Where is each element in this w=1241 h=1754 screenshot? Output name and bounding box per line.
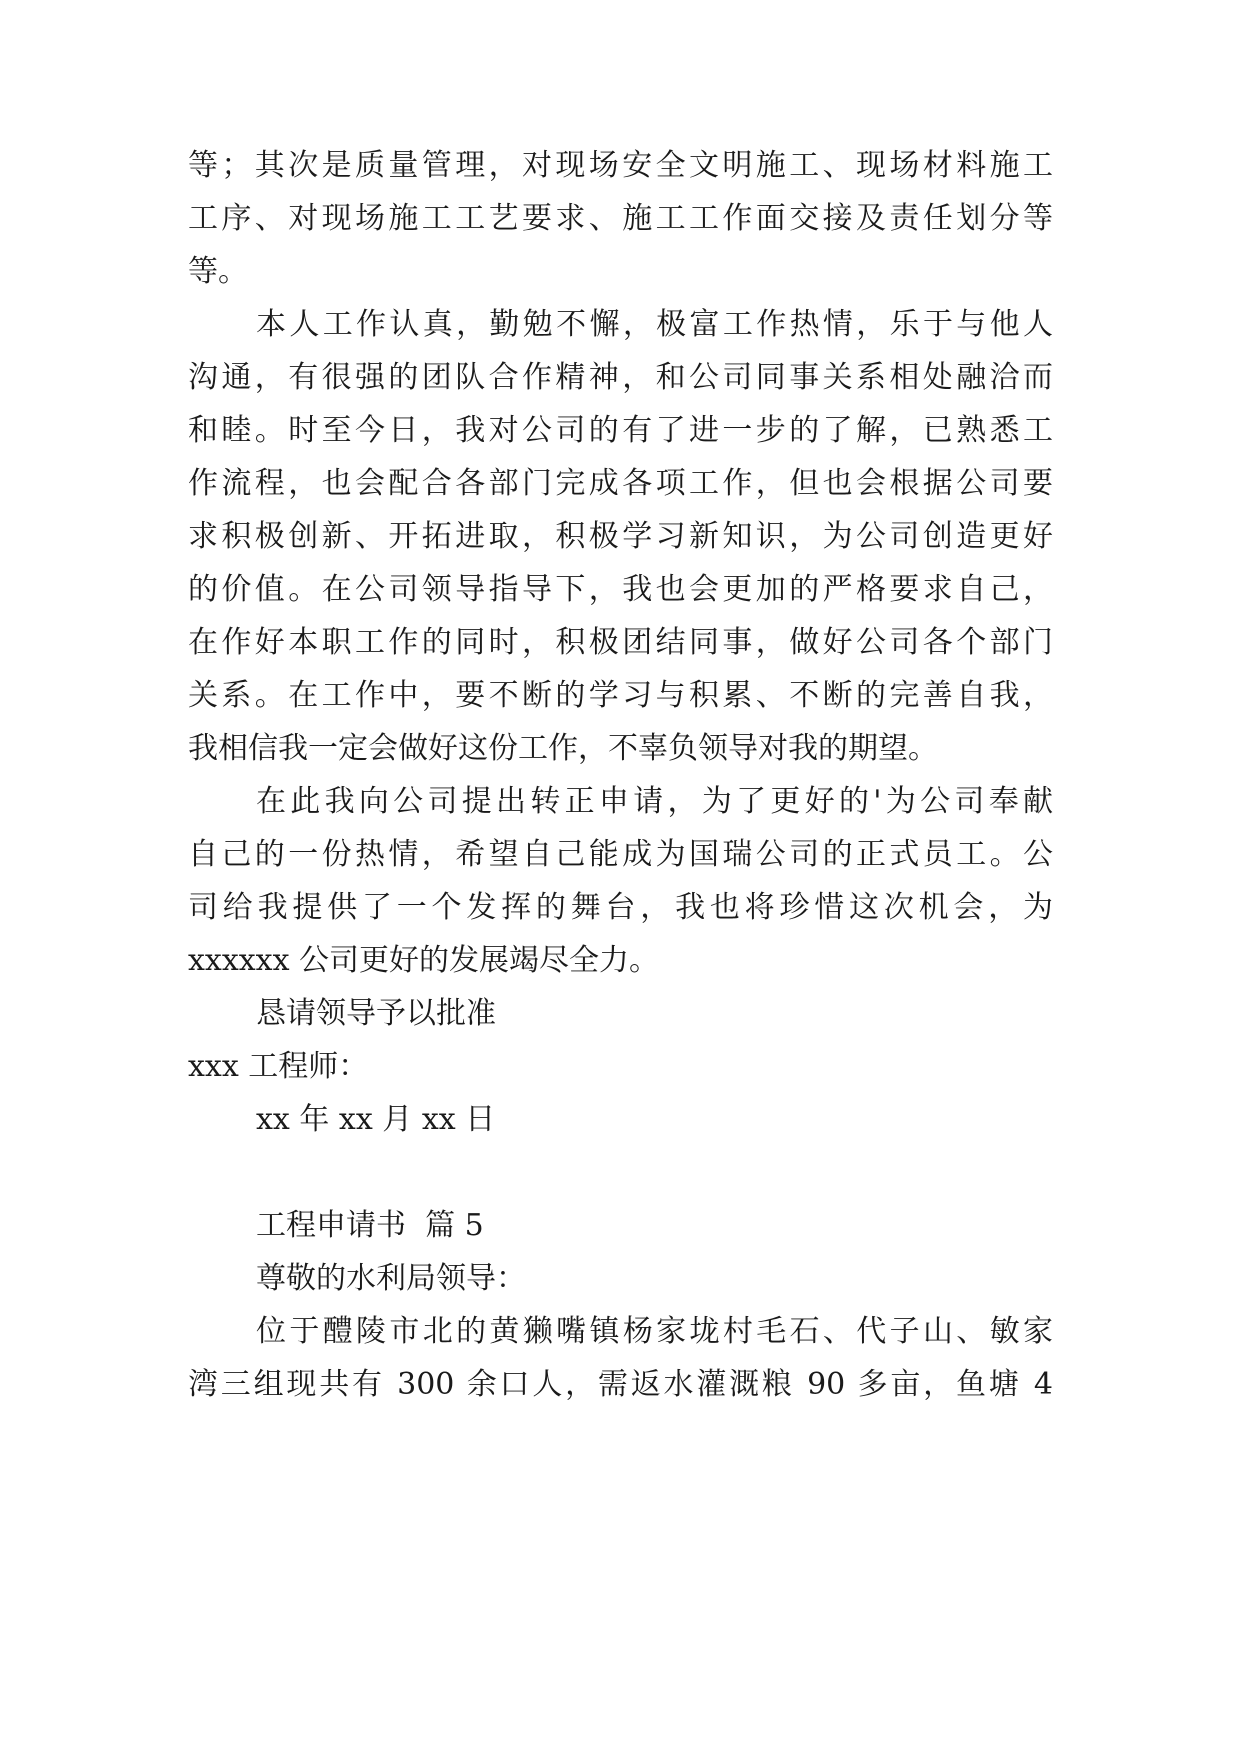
paragraph-2-line-8: 关系。在工作中，要不断的学习与积累、不断的完善自我， bbox=[188, 678, 1053, 713]
paragraph-2-line-7: 在作好本职工作的同时，积极团结同事，做好公司各个部门 bbox=[188, 625, 1053, 660]
closing-request: 恳请领导予以批准 bbox=[256, 996, 496, 1031]
paragraph-3-line-3: 司给我提供了一个发挥的舞台，我也将珍惜这次机会，为 bbox=[188, 890, 1053, 925]
paragraph-2-line-9: 我相信我一定会做好这份工作，不辜负领导对我的期望。 bbox=[188, 731, 938, 766]
paragraph-1-line-3: 等。 bbox=[188, 254, 248, 289]
paragraph-2-line-2: 沟通，有很强的团队合作精神，和公司同事关系相处融洽而 bbox=[188, 360, 1053, 395]
paragraph-4-line-2: 湾三组现共有 300 余口人，需返水灌溉粮 90 多亩，鱼塘 4 bbox=[188, 1367, 1053, 1402]
paragraph-1-line-2: 工序、对现场施工工艺要求、施工工作面交接及责任划分等 bbox=[188, 201, 1053, 236]
paragraph-2-line-4: 作流程，也会配合各部门完成各项工作，但也会根据公司要 bbox=[188, 466, 1053, 501]
paragraph-2-line-1: 本人工作认真，勤勉不懈，极富工作热情，乐于与他人 bbox=[256, 307, 1053, 342]
paragraph-2-line-3: 和睦。时至今日，我对公司的有了进一步的了解，已熟悉工 bbox=[188, 413, 1053, 448]
paragraph-3-line-4: xxxxxx 公司更好的发展竭尽全力。 bbox=[188, 943, 660, 978]
date-line: xx 年 xx 月 xx 日 bbox=[256, 1102, 496, 1137]
paragraph-3-line-2: 自己的一份热情，希望自己能成为国瑞公司的正式员工。公 bbox=[188, 837, 1053, 872]
paragraph-2-line-5: 求积极创新、开拓进取，积极学习新知识，为公司创造更好 bbox=[188, 519, 1053, 554]
salutation: 尊敬的水利局领导： bbox=[256, 1261, 526, 1296]
paragraph-4-line-1: 位于醴陵市北的黄獭嘴镇杨家垅村毛石、代子山、敏家 bbox=[256, 1314, 1053, 1349]
section-title: 工程申请书 篇 5 bbox=[256, 1208, 484, 1243]
paragraph-2-line-6: 的价值。在公司领导指导下，我也会更加的严格要求自己， bbox=[188, 572, 1053, 607]
paragraph-3-line-1: 在此我向公司提出转正申请，为了更好的'为公司奉献 bbox=[256, 784, 1053, 819]
signature: xxx 工程师： bbox=[188, 1049, 369, 1084]
paragraph-1-line-1: 等；其次是质量管理，对现场安全文明施工、现场材料施工 bbox=[188, 148, 1053, 183]
